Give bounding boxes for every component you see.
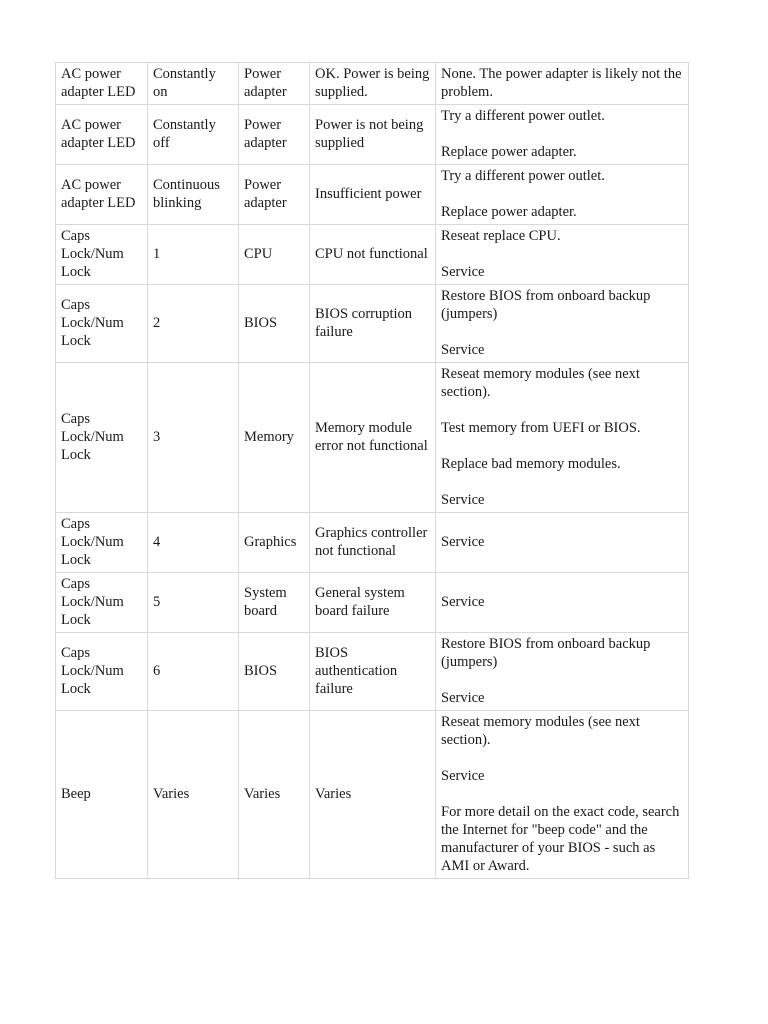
indicator-cell: AC power adapter LED	[56, 165, 148, 225]
action-paragraph: Service	[441, 264, 485, 280]
meaning-cell: CPU not functional	[310, 225, 436, 285]
table-row	[56, 225, 689, 285]
action-paragraph: Service	[441, 768, 485, 784]
meaning-cell: BIOS authentication failure	[310, 633, 436, 711]
action-cell	[436, 573, 689, 633]
table-row	[56, 363, 689, 513]
action-paragraph: Reseat memory modules (see next section).	[441, 714, 640, 748]
indicator-cell: Caps Lock/Num Lock	[56, 633, 148, 711]
table-row	[56, 573, 689, 633]
component-cell: Graphics	[239, 513, 310, 573]
indicator-cell: Caps Lock/Num Lock	[56, 285, 148, 363]
indicator-cell: Caps Lock/Num Lock	[56, 225, 148, 285]
indicator-cell: AC power adapter LED	[56, 63, 148, 105]
action-cell	[436, 711, 689, 879]
table-row	[56, 285, 689, 363]
action-paragraph: Try a different power outlet.	[441, 108, 605, 124]
action-cell	[436, 285, 689, 363]
action-paragraph: Service	[441, 690, 485, 706]
action-paragraph: Service	[441, 342, 485, 358]
action-paragraph: Replace power adapter.	[441, 204, 577, 220]
table-row	[56, 513, 689, 573]
component-cell: System board	[239, 573, 310, 633]
indicator-cell: Caps Lock/Num Lock	[56, 363, 148, 513]
meaning-cell: General system board failure	[310, 573, 436, 633]
component-cell: Varies	[239, 711, 310, 879]
component-cell: Power adapter	[239, 165, 310, 225]
action-cell	[436, 225, 689, 285]
table-row	[56, 633, 689, 711]
pattern-cell: 2	[148, 285, 239, 363]
pattern-cell: Constantly on	[148, 63, 239, 105]
meaning-cell: OK. Power is being supplied.	[310, 63, 436, 105]
action-cell	[436, 363, 689, 513]
led-diagnostics-table	[55, 62, 689, 879]
table-row	[56, 105, 689, 165]
action-cell	[436, 105, 689, 165]
component-cell: Power adapter	[239, 63, 310, 105]
action-paragraph: Service	[441, 534, 485, 550]
action-paragraph: Reseat memory modules (see next section).	[441, 366, 640, 400]
meaning-cell: Power is not being supplied	[310, 105, 436, 165]
pattern-cell: 3	[148, 363, 239, 513]
meaning-cell: Graphics controller not functional	[310, 513, 436, 573]
pattern-cell: Continuous blinking	[148, 165, 239, 225]
table-row	[56, 711, 689, 879]
table-row	[56, 165, 689, 225]
table-row	[56, 63, 689, 105]
meaning-cell: Insufficient power	[310, 165, 436, 225]
action-paragraph: Restore BIOS from onboard backup (jumpers)	[441, 288, 651, 322]
meaning-cell: Varies	[310, 711, 436, 879]
pattern-cell: 6	[148, 633, 239, 711]
component-cell: BIOS	[239, 633, 310, 711]
action-paragraph: Try a different power outlet.	[441, 168, 605, 184]
meaning-cell: Memory module error not functional	[310, 363, 436, 513]
indicator-cell: Caps Lock/Num Lock	[56, 513, 148, 573]
action-cell	[436, 513, 689, 573]
action-paragraph: Service	[441, 594, 485, 610]
pattern-cell: 4	[148, 513, 239, 573]
action-paragraph: Restore BIOS from onboard backup (jumpers)	[441, 636, 651, 670]
component-cell: Power adapter	[239, 105, 310, 165]
action-paragraph: Reseat replace CPU.	[441, 228, 561, 244]
action-paragraph: Replace bad memory modules.	[441, 456, 621, 472]
component-cell: BIOS	[239, 285, 310, 363]
action-cell	[436, 63, 689, 105]
pattern-cell: 5	[148, 573, 239, 633]
action-paragraph: Replace power adapter.	[441, 144, 577, 160]
meaning-cell: BIOS corruption failure	[310, 285, 436, 363]
indicator-cell: Caps Lock/Num Lock	[56, 573, 148, 633]
action-cell	[436, 165, 689, 225]
pattern-cell: 1	[148, 225, 239, 285]
indicator-cell: Beep	[56, 711, 148, 879]
component-cell: CPU	[239, 225, 310, 285]
indicator-cell: AC power adapter LED	[56, 105, 148, 165]
action-cell	[436, 633, 689, 711]
pattern-cell: Varies	[148, 711, 239, 879]
action-paragraph: Service	[441, 492, 485, 508]
component-cell: Memory	[239, 363, 310, 513]
action-paragraph: None. The power adapter is likely not the problem.	[441, 66, 682, 100]
document-page	[55, 62, 688, 879]
pattern-cell: Constantly off	[148, 105, 239, 165]
table-body	[56, 63, 689, 879]
action-paragraph: Test memory from UEFI or BIOS.	[441, 420, 641, 436]
action-paragraph: For more detail on the exact code, search the Internet for "beep code" and the manufacturer of your BIOS - such as AMI or Award.	[441, 804, 680, 874]
